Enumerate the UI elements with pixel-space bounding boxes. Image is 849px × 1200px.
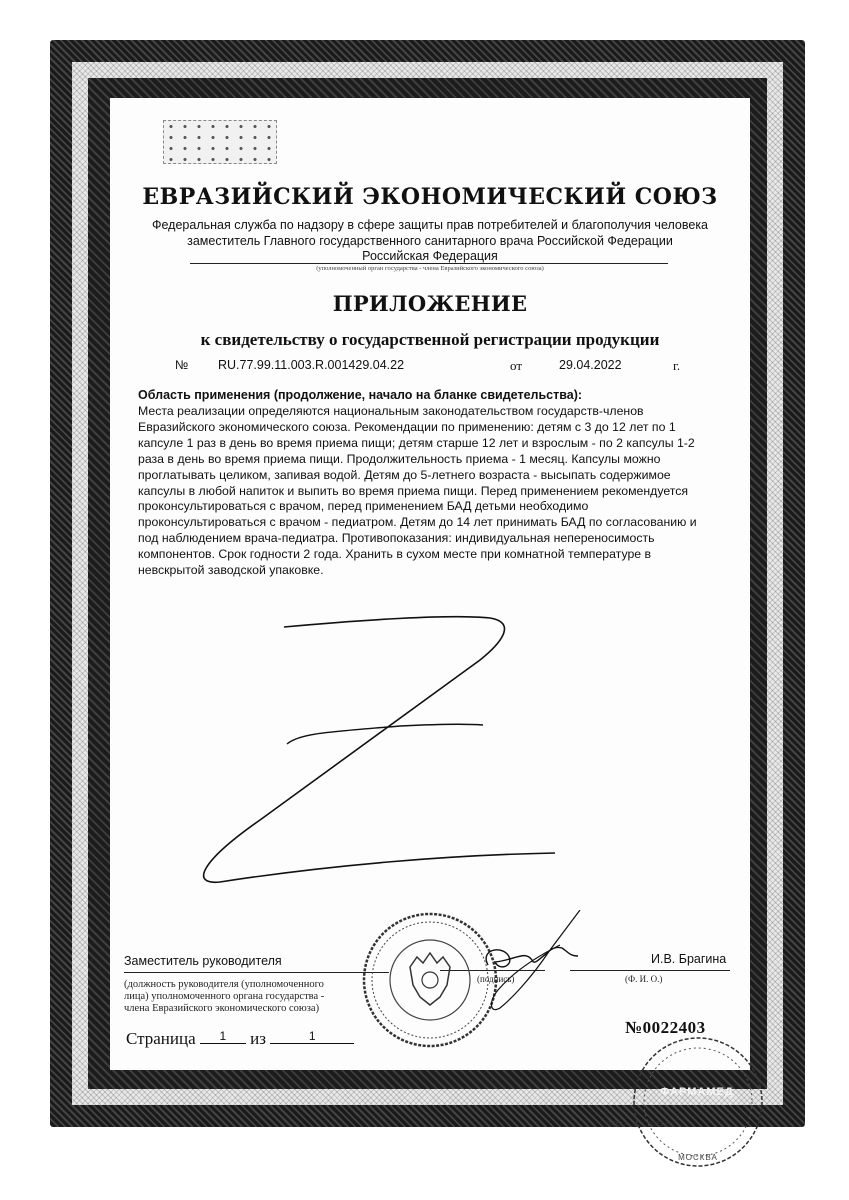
position-caption-3: члена Евразийского экономического союза) [124, 1003, 320, 1014]
scope-line: капсулы в любой напиток и выпить во время приема пищи. Перед применением рекомендуется [138, 483, 689, 498]
number-prefix: № [175, 358, 189, 372]
scope-line: капсуле 1 раз в день во время приема пищи; детям старше 12 лет и взрослым - по 2 капсулы 1-2 [138, 435, 695, 450]
authority-caption: (уполномоченный орган государства - члена Евразийского экономического союза) [316, 265, 544, 272]
registration-number: RU.77.99.11.003.R.001429.04.22 [218, 358, 405, 372]
position-caption-2: лица) уполномоченного органа государства - [124, 991, 325, 1002]
service-line-3: Российская Федерация [362, 249, 498, 263]
page-total: 1 [270, 1029, 354, 1044]
scope-line: Евразийского экономического союза. Рекомендации по применению: детям с 3 до 12 лет по 1 [138, 419, 676, 434]
scope-heading: Область применения (продолжение, начало на бланке свидетельства): [138, 388, 583, 402]
signature-caption: (подпись) [477, 974, 515, 984]
company-stamp-icon [628, 1032, 768, 1172]
position-rule [124, 972, 389, 973]
service-line-2: заместитель Главного государственного санитарного врача Российской Федерации [187, 234, 673, 248]
page-label: Страница [126, 1029, 196, 1048]
scope-line: невскрытой заводской упаковке. [138, 563, 324, 578]
form-number: №0022403 [625, 1018, 706, 1037]
page-number: 1 [200, 1029, 246, 1044]
union-title: ЕВРАЗИЙСКИЙ ЭКОНОМИЧЕСКИЙ СОЮЗ [142, 184, 718, 210]
scope-line: под наблюдением врача-педиатра. Противопоказания: индивидуальная непереносимость [138, 531, 655, 546]
of-label: из [250, 1029, 266, 1048]
scope-line: проглатывать целиком, запивая водой. Детям до 5-летнего возраста - высыпать содержимое [138, 467, 671, 482]
date-prefix: от [510, 358, 523, 373]
name-caption: (Ф. И. О.) [625, 974, 663, 984]
annex-subtitle: к свидетельству о государственной регистрации продукции [200, 330, 660, 349]
scope-line: проконсультироваться с врачом, перед применением БАД детьми необходимо [138, 499, 589, 514]
frame-band-text: ФАРМАМЕД [660, 1086, 734, 1098]
scope-line: проконсультироваться с врачом - педиатром. Детям до 14 лет принимать БАД по согласованию и [138, 515, 697, 530]
pagination [126, 1029, 354, 1049]
service-line-1: Федеральная служба по надзору в сфере защиты прав потребителей и благополучия человека [151, 218, 709, 232]
position-caption-1: (должность руководителя (уполномоченного [124, 979, 324, 990]
signatory-position: Заместитель руководителя [124, 954, 282, 968]
date-suffix: г. [673, 358, 681, 373]
annex-title: ПРИЛОЖЕНИЕ [332, 291, 528, 316]
handwritten-signature [470, 910, 620, 1020]
scope-line: раза в день во время приема пищи. Продолжительность приема - 1 месяц. Капсулы можно [138, 451, 661, 466]
signatory-name: И.В. Брагина [651, 952, 727, 966]
scope-line: компонентов. Срок годности 2 года. Хранить в сухом месте при комнатной температуре в [138, 547, 652, 562]
svg-text:МОСКВА: МОСКВА [678, 1153, 718, 1162]
scope-line: Места реализации определяются национальным законодательством государств-членов [138, 404, 644, 418]
registration-date: 29.04.2022 [559, 358, 622, 372]
printer-line: ООО «...» ... 2021 г. [606, 1121, 671, 1128]
